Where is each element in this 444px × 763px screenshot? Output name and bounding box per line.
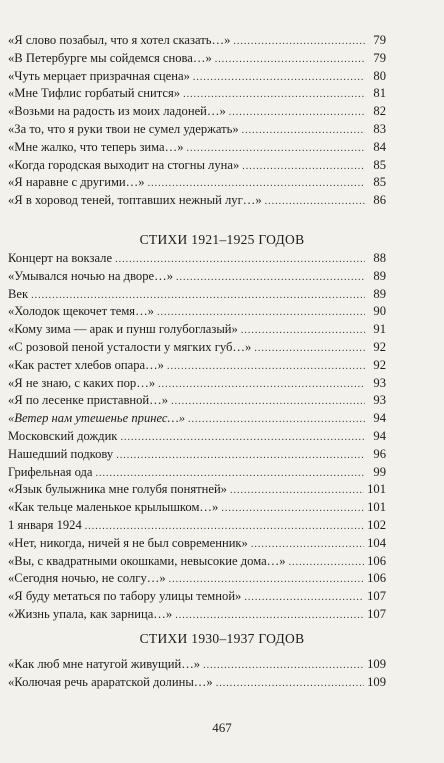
dot-leader bbox=[289, 554, 365, 572]
dot-leader bbox=[169, 571, 364, 589]
entry-title: «Я наравне с другими…» bbox=[8, 175, 145, 190]
entry-page: 94 bbox=[373, 428, 386, 443]
toc-entry bbox=[8, 606, 386, 624]
toc-entry bbox=[8, 121, 386, 139]
dot-leader bbox=[242, 122, 365, 140]
dot-leader bbox=[221, 500, 364, 518]
entry-page: 80 bbox=[373, 68, 386, 83]
entry-title: «Как тельце маленькое крылышком…» bbox=[8, 500, 219, 515]
section-heading: СТИХИ 1921–1925 ГОДОВ bbox=[139, 232, 305, 247]
entry-page: 94 bbox=[373, 411, 386, 426]
dot-leader bbox=[241, 322, 365, 340]
dot-leader bbox=[254, 340, 365, 358]
toc-entry bbox=[8, 428, 386, 446]
dot-leader bbox=[183, 86, 365, 104]
toc-entry bbox=[8, 286, 386, 304]
entry-page: 82 bbox=[373, 104, 386, 119]
entry-page: 109 bbox=[367, 674, 386, 689]
toc-entry bbox=[8, 68, 386, 86]
toc-entry bbox=[8, 174, 386, 192]
entry-title: «За то, что я руки твои не сумел удержать» bbox=[8, 121, 239, 136]
entry-page: 93 bbox=[373, 375, 386, 390]
entry-page: 89 bbox=[373, 268, 386, 283]
entry-page: 104 bbox=[367, 535, 386, 550]
dot-leader bbox=[176, 269, 365, 287]
entry-page: 85 bbox=[373, 175, 386, 190]
toc-entry bbox=[8, 32, 386, 50]
entry-page: 90 bbox=[373, 304, 386, 319]
entry-title: «Я по лесенке приставной…» bbox=[8, 393, 169, 408]
dot-leader bbox=[203, 657, 364, 675]
entry-title: Московский дождик bbox=[8, 428, 118, 443]
entry-title: «Мне Тифлис горбатый снится» bbox=[8, 86, 181, 101]
entry-page: 79 bbox=[373, 33, 386, 47]
entry-title: «Как люб мне натугой живущий…» bbox=[8, 657, 201, 671]
toc-entry bbox=[8, 535, 386, 553]
entry-page: 106 bbox=[367, 553, 386, 568]
dot-leader bbox=[31, 287, 365, 305]
dot-leader bbox=[188, 411, 365, 429]
dot-leader bbox=[187, 140, 365, 158]
entry-title: «Жизнь упала, как зарница…» bbox=[8, 606, 173, 621]
entry-title: Нашедший подкову bbox=[8, 446, 114, 461]
entry-page: 102 bbox=[367, 517, 386, 532]
dot-leader bbox=[242, 158, 365, 176]
toc-section-3 bbox=[8, 656, 386, 692]
dot-leader bbox=[229, 104, 365, 122]
entry-title: «Я слово позабыл, что я хотел сказать…» bbox=[8, 33, 231, 47]
entry-title: Концерт на вокзале bbox=[8, 251, 113, 265]
entry-page: 107 bbox=[367, 606, 386, 621]
dot-leader bbox=[120, 429, 365, 447]
toc-section-1 bbox=[8, 32, 386, 210]
entry-title: «Нет, никогда, ничей я не был современник» bbox=[8, 535, 248, 550]
toc-entry bbox=[8, 499, 386, 517]
section-heading: СТИХИ 1930–1937 ГОДОВ bbox=[139, 631, 305, 646]
entry-page: 92 bbox=[373, 357, 386, 372]
entry-title: «Язык булыжника мне голубя понятней» bbox=[8, 482, 227, 497]
entry-page: 92 bbox=[373, 339, 386, 354]
page-number: 467 bbox=[212, 720, 232, 735]
entry-page: 107 bbox=[367, 589, 386, 604]
toc-section-2 bbox=[8, 250, 386, 624]
entry-page: 88 bbox=[373, 251, 386, 265]
toc-entry bbox=[8, 481, 386, 499]
entry-title: «Сегодня ночью, не солгу…» bbox=[8, 571, 166, 586]
dot-leader bbox=[175, 607, 364, 625]
entry-title: «Я буду метаться по табору улицы темной» bbox=[8, 589, 242, 604]
entry-title: 1 января 1924 bbox=[8, 517, 82, 532]
dot-leader bbox=[251, 536, 364, 554]
toc-entry bbox=[8, 103, 386, 121]
toc-entry bbox=[8, 250, 386, 268]
toc-entry bbox=[8, 464, 386, 482]
entry-page: 91 bbox=[373, 322, 386, 337]
toc-entry bbox=[8, 446, 386, 464]
entry-title: «Кому зима — арак и пунш голубоглазый» bbox=[8, 322, 238, 337]
entry-title: Грифельная ода bbox=[8, 464, 93, 479]
entry-page: 81 bbox=[373, 86, 386, 101]
toc-entry bbox=[8, 410, 386, 428]
dot-leader bbox=[265, 193, 365, 211]
toc-entry bbox=[8, 139, 386, 157]
dot-leader bbox=[244, 589, 364, 607]
dot-leader bbox=[148, 175, 365, 193]
entry-page: 101 bbox=[367, 482, 386, 497]
toc-entry bbox=[8, 674, 386, 692]
dot-leader bbox=[96, 465, 365, 483]
toc-entry bbox=[8, 303, 386, 321]
toc-entry bbox=[8, 192, 386, 210]
dot-leader bbox=[171, 393, 365, 411]
entry-title: «Ветер нам утешенье принес…» bbox=[8, 411, 186, 426]
dot-leader bbox=[216, 675, 364, 693]
dot-leader bbox=[193, 69, 365, 87]
entry-title: «Когда городская выходит на стогны луна» bbox=[8, 157, 240, 172]
entry-page: 79 bbox=[373, 50, 386, 65]
entry-title: «Я не знаю, с каких пор…» bbox=[8, 375, 156, 390]
dot-leader bbox=[215, 51, 365, 69]
dot-leader bbox=[233, 33, 365, 51]
entry-page: 109 bbox=[367, 657, 386, 671]
dot-leader bbox=[157, 304, 365, 322]
entry-page: 84 bbox=[373, 139, 386, 154]
toc-entry bbox=[8, 85, 386, 103]
entry-title: «Как растет хлебов опара…» bbox=[8, 357, 164, 372]
toc-entry bbox=[8, 339, 386, 357]
toc-entry bbox=[8, 375, 386, 393]
entry-title: «Колючая речь араратской долины…» bbox=[8, 674, 213, 689]
entry-title: «С розовой пеной усталости у мягких губ…» bbox=[8, 339, 252, 354]
toc-entry bbox=[8, 321, 386, 339]
entry-title: «Чуть мерцает призрачная сцена» bbox=[8, 68, 190, 83]
toc-entry bbox=[8, 656, 386, 674]
toc-entry bbox=[8, 517, 386, 535]
entry-title: «Мне жалко, что теперь зима…» bbox=[8, 139, 184, 154]
toc-entry bbox=[8, 570, 386, 588]
dot-leader bbox=[115, 251, 365, 269]
dot-leader bbox=[158, 376, 365, 394]
entry-page: 83 bbox=[373, 121, 386, 136]
entry-page: 89 bbox=[373, 286, 386, 301]
entry-title: «Возьми на радость из моих ладоней…» bbox=[8, 104, 226, 119]
entry-title: «Вы, с квадратными окошками, невысокие дома…» bbox=[8, 553, 286, 568]
entry-page: 93 bbox=[373, 393, 386, 408]
toc-entry bbox=[8, 588, 386, 606]
dot-leader bbox=[167, 358, 365, 376]
toc-entry bbox=[8, 392, 386, 410]
entry-page: 106 bbox=[367, 571, 386, 586]
entry-title: «Я в хоровод теней, топтавших нежный луг…» bbox=[8, 193, 262, 208]
toc-entry bbox=[8, 553, 386, 571]
entry-page: 96 bbox=[373, 446, 386, 461]
toc-entry bbox=[8, 157, 386, 175]
entry-title: Век bbox=[8, 286, 29, 301]
entry-title: «В Петербурге мы сойдемся снова…» bbox=[8, 50, 212, 65]
dot-leader bbox=[116, 447, 365, 465]
dot-leader bbox=[85, 518, 364, 536]
toc-entry bbox=[8, 50, 386, 68]
entry-page: 86 bbox=[373, 193, 386, 208]
entry-page: 99 bbox=[373, 464, 386, 479]
entry-title: «Холодок щекочет темя…» bbox=[8, 304, 154, 319]
toc-entry bbox=[8, 268, 386, 286]
entry-page: 85 bbox=[373, 157, 386, 172]
entry-title: «Умывался ночью на дворе…» bbox=[8, 268, 173, 283]
entry-page: 101 bbox=[367, 500, 386, 515]
toc-entry bbox=[8, 357, 386, 375]
dot-leader bbox=[230, 482, 364, 500]
